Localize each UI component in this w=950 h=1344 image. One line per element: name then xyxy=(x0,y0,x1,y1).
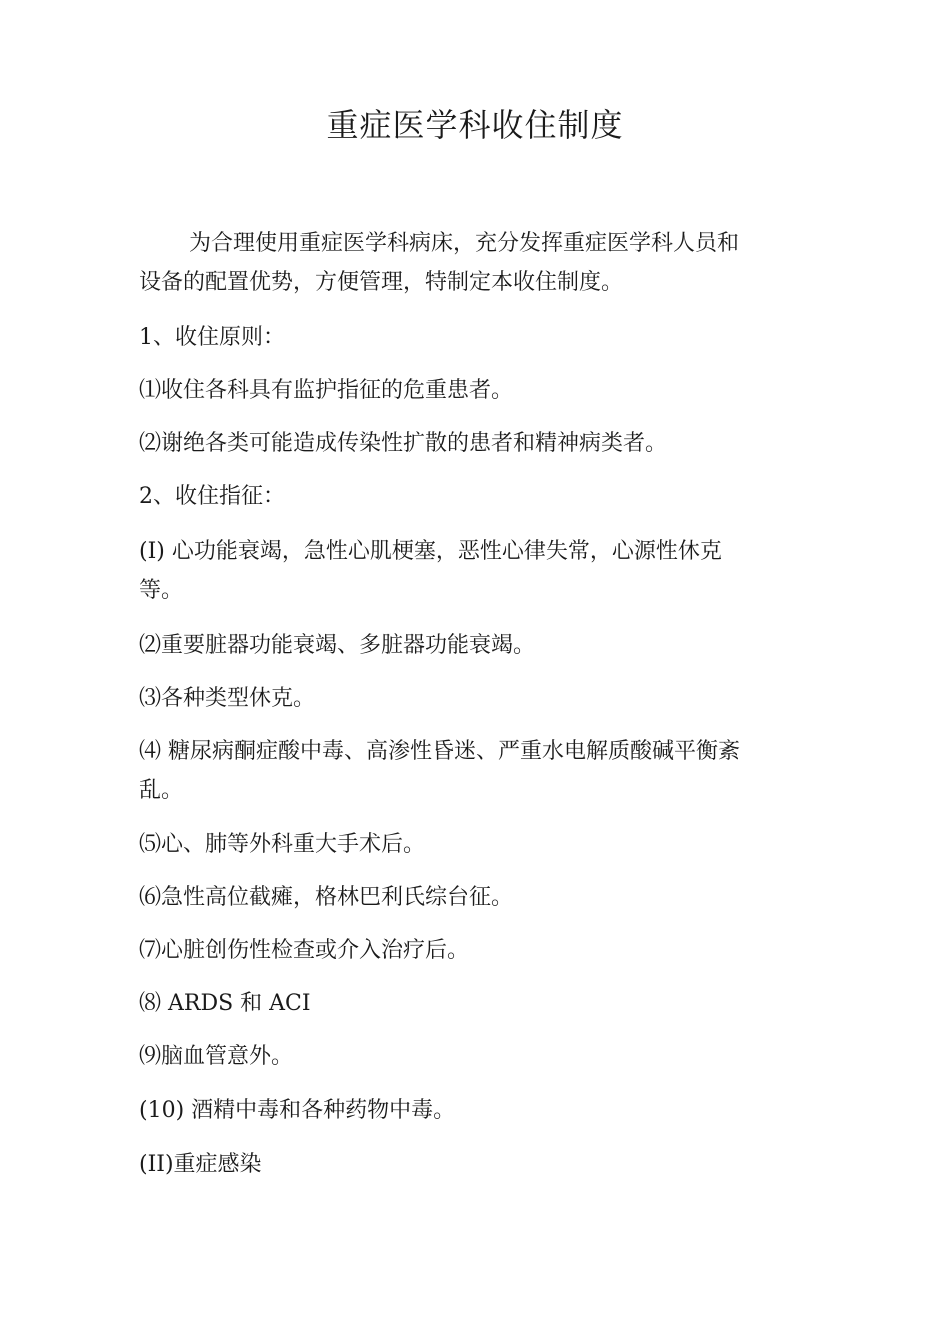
section-1-heading: 1、收住原则： xyxy=(139,325,285,350)
intro-paragraph-line-2: 设备的配置优势，方便管理，特制定本收住制度。 xyxy=(139,270,624,295)
indication-item-6: ⑹急性高位截瘫，格林巴利氏综台征。 xyxy=(139,885,514,910)
indication-item-2: ⑵重要脏器功能衰竭、多脏器功能衰竭。 xyxy=(139,633,536,658)
indication-item-4-line-2: 乱。 xyxy=(139,778,184,803)
indication-item-10: (10) 酒精中毒和各种药物中毒。 xyxy=(139,1098,456,1123)
intro-paragraph-line-1: 为合理使用重症医学科病床，充分发挥重症医学科人员和 xyxy=(189,231,740,256)
indication-item-9: ⑼脑血管意外。 xyxy=(139,1044,294,1069)
indication-item-5: ⑸心、肺等外科重大手术后。 xyxy=(139,832,426,857)
principle-item-2: ⑵谢绝各类可能造成传染性扩散的患者和精神病类者。 xyxy=(139,431,668,456)
indication-item-7: ⑺心脏创伤性检查或介入治疗后。 xyxy=(139,938,470,963)
indication-item-1-line-1: (I) 心功能衰竭，急性心肌梗塞，恶性心律失常，心源性休克 xyxy=(139,539,722,564)
indication-item-1-line-2: 等。 xyxy=(139,578,184,603)
indication-item-11: (II)重症感染 xyxy=(139,1152,262,1177)
indication-item-4-line-1: ⑷ 糖尿病酮症酸中毒、高渗性昏迷、严重水电解质酸碱平衡紊 xyxy=(139,739,740,764)
section-2-heading: 2、收住指征： xyxy=(139,484,285,509)
indication-item-3: ⑶各种类型休克。 xyxy=(139,686,316,711)
indication-item-8: ⑻ ARDS 和 ACI xyxy=(139,991,311,1016)
principle-item-1: ⑴收住各科具有监护指征的危重患者。 xyxy=(139,378,514,403)
document-title: 重症医学科收住制度 xyxy=(326,106,624,144)
